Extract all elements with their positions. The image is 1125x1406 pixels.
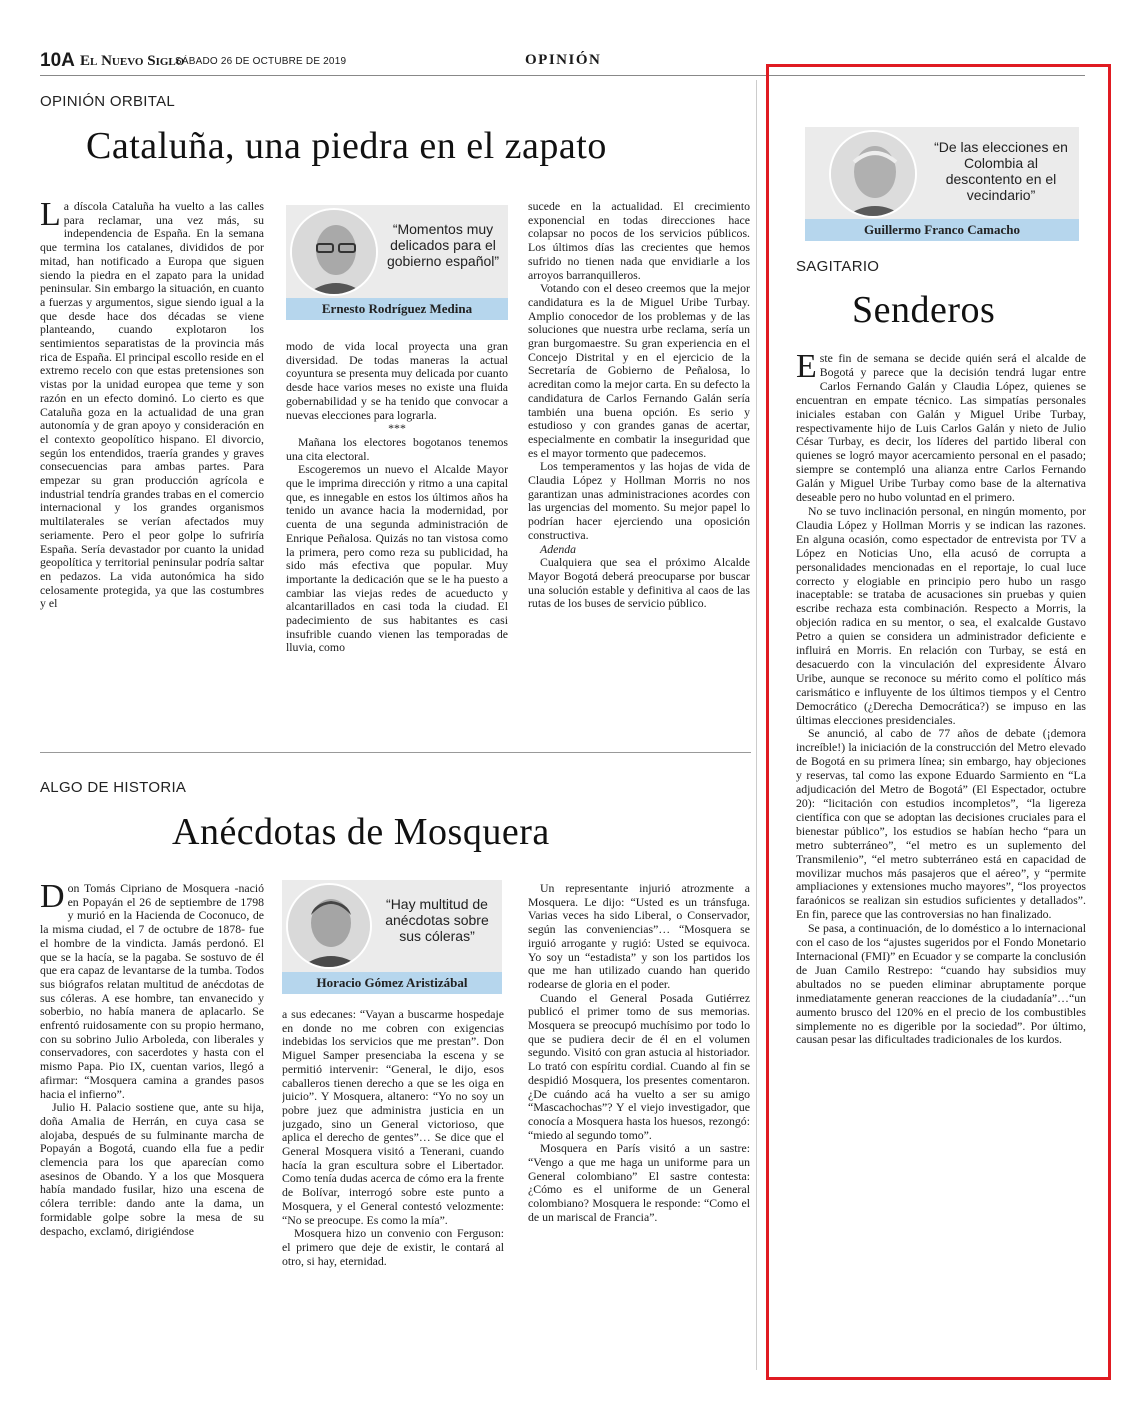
article1-headline: Cataluña, una piedra en el zapato: [86, 125, 607, 167]
paragraph: ste fin de semana se decide quién será el alcalde de Bogotá y parece que la decisión tendrá lugar entre Carlos Fernando Galán y Claudia López, quienes se encuentran en empate técnico. Las simpatías personales iniciales estaban con Galán y Miguel Uribe Turbay, respectivamente hijo de Luis Carlos Galán y nieto de Julio César Turbay, es decir, los líderes del partido liberal con quienes se logró mayor acercamiento personal en el pasado; siempre se contempló una alianza entre Carlos Fernando Galán y Miguel Uribe Turbay como base de la alternativa deseable pero no hubo voluntad en el primero.: [796, 352, 1086, 505]
paragraph: sucede en la actualidad. El crecimiento exponencial en todas direcciones hace colapsar no pocos de los servicios públicos. Los últimos días las crecientes que hemos sufrido no tienen nada que envidiarle a los arroyos barranquilleros.: [528, 200, 750, 282]
dropcap: D: [40, 882, 65, 915]
author-quote: “Momentos muy delicados para el gobierno español”: [386, 221, 500, 269]
author-portrait-icon: [829, 130, 917, 218]
article1-column-2: [286, 340, 508, 735]
author-portrait-icon: [286, 883, 372, 969]
author-quote: “Hay multitud de anécdotas sobre sus cóleras”: [385, 896, 489, 944]
paragraph: a díscola Cataluña ha vuelto a las calles para reclamar, una vez más, su independencia de España. En la semana que termina los catalanes, divididos de por mitad, han notificado a Europa que siguen siendo la piedra en el zapato para la unidad peninsular. Sin embargo la situación, en cuanto a fuerzas y argumentos, sigue siendo igual a la que desde hace dos décadas se viene planteando, cuando explotaron los sentimientos separatistas de la provincia más rica de España. El principal escollo reside en el extremo recelo con que estas pretensiones son vistas por la unidad europea que teme y son razón en un efecto dominó. Lo cierto es que Cataluña goza en la actualidad de una gran autonomía y de gran apoyo y consideración en el contexto geopolítico hispano. El divorcio, según los entendidos, traería grandes y graves consecuencias para ambas partes. Para empezar su gran producción agrícola e industrial tendría grandes trabas en el comercio internacional y los grandes organismos multilaterales se verían afectados muy seriamente. Pero el peor golpe lo sufriría España. Sería devastador por cuanto la unidad geopolítica y territorial peninsular podría saltar en pedazos. La vida autonómica ha sido celosamente protegida, ya que las costumbres y el: [40, 200, 264, 611]
author-portrait-icon: [290, 208, 378, 296]
addendum-heading: Adenda: [540, 541, 577, 556]
paragraph: Cualquiera que sea el próximo Alcalde Mayor Bogotá deberá preocuparse por buscar una solución estable y definitiva al caos de las rutas de los buses de servicio público.: [528, 555, 750, 611]
section-title: OPINIÓN: [525, 52, 602, 68]
author-name: Ernesto Rodríguez Medina: [286, 298, 508, 320]
paragraph: Mosquera en París visitó a un sastre: “Vengo a que me haga un uniforme para un General colombiano” El sastre contesta: ¿Cómo es el uniforme de un General colombiano? Mosquera le responde: “Como el de un mariscal de Francia”.: [528, 1141, 750, 1224]
paragraph: Se anunció, al cabo de 77 años de debate (¡demora increíble!) la iniciación de la construcción del Metro elevado de Bogotá en su primera línea; sin embargo, hay objeciones y reservas, tal como las expone Eduardo Sarmiento en “La adjudicación del Metro de Bogotá” (El Espectador, octubre 20): “licitación con estudios incompletos”, “la ligereza científica con que se adoptan las decisiones cruciales para el bienestar público”, los estudios se habían hecho “para un metro subterráneo”, “el metro es un suplemento del Transmilenio”, “el metro subterráneo está en capacidad de movilizar muchos más pasajeros que el aéreo”, y “permite ampliaciones y extensiones mucho mayores”, “los proyectos faraónicos se realizan sin estudios suficientes y detallados”. En fin, parece que las controversias no han finalizado.: [796, 726, 1086, 922]
article2-headline: Anécdotas de Mosquera: [172, 811, 550, 853]
article3-column: [796, 352, 1086, 1352]
article1-kicker: OPINIÓN ORBITAL: [40, 93, 176, 110]
article3-kicker: SAGITARIO: [796, 258, 880, 275]
paragraph: modo de vida local proyecta una gran diversidad. De todas maneras la actual coyuntura se presenta muy delicada por cuanto desde hace varios meses no existe una fluida gobernabilidad y se ha tenido que convocar a nuevas elecciones para lograrla.: [286, 340, 508, 422]
paragraph: Mosquera hizo un convenio con Ferguson: el primero que deje de existir, le contará al otro, si hay, eternidad.: [282, 1226, 504, 1268]
article2-column-1: [40, 882, 264, 1350]
paragraph: No se tuvo inclinación personal, en ningún momento, por Claudia López y Hollman Morris y se indican las razones. En alguna ocasión, como espectador de entrevista por TV a López en Noticias Uno, ella acusó de corrupta a personalidades mencionadas en el reportaje, lo cual luce correcto y elogiable en principio pero hubo un rasgo inaceptable: se trataba de acusaciones sin pruebas y quien escribe rechaza esta combinación. Respecto a Morris, la objeción radica en su mentor, o sea, el exalcalde Gustavo Petro a quien se considera un administrador deficiente e influirá en Morris. En relación con Turbay, se está en desacuerdo con la vinculación del expresidente Álvaro Uribe, aunque se reconoce su mérito como el político más carismático e influyente de los últimos tiempos y el Centro Democrático (¿Derecha Democrática?) se impuso en las últimas elecciones presidenciales.: [796, 503, 1086, 727]
paragraph: Se pasa, a continuación, de lo doméstico a lo internacional con el caso de los “ajustes sugeridos por el Fondo Monetario Internacional (FMI)” en Ecuador y se comparte la conclusión de Juan Camilo Restrepo: “cuando hay subsidios muy abultados no se pueden eliminar abruptamente porque inmediatamente generan reacciones de la ciudadanía”…“un aumento brusco del 120% en el precio de los combustibles simplemente no es digerible por la sociedad”. Por último, causan pesar las dificultades tradicionales de los kurdos.: [796, 921, 1086, 1047]
paragraph: on Tomás Cipriano de Mosquera -nació en Popayán el 26 de septiembre de 1798 y murió en la Hacienda de Coconuco, de la misma ciudad, el 7 de octubre de 1878- fue el hombre de la vindicta. Jamás perdonó. El que se la hacía, se la pagaba. Se sostuvo de él que era capaz de levantarse de la tumba. Todos sus biógrafos relatan multitud de anécdotas de sus cóleras. A ese hombre, tan envanecido y soberbio, no había manera de aplacarlo. Se enfrentó ruidosamente con su propio hermano, con su sobrino Julio Arboleda, con liberales y conservadores, con sacerdotes y hasta con el mismo Papa. Pio IX, cuentan varios, llegó a afirmar: “Mosquera camina a grandes pasos hacia el infierno”.: [40, 882, 264, 1101]
author-name: Horacio Gómez Aristizábal: [282, 972, 502, 994]
page-number: 10A: [40, 50, 75, 71]
article3-author-box: [805, 127, 1079, 241]
article2-column-3: [528, 882, 750, 1350]
paragraph: a sus edecanes: “Vayan a buscarme hospedaje en donde no me cobren con exigencias indebidas los servicios que me prestan”. Don Miguel Samper presenciaba la escena y se permitió intervenir: “General, le dijo, esos caballeros tienen derecho a que se les oiga en juicio”. Y Mosquera, altanero: “Yo no soy un pobre juez que administra justicia en un juzgado, sino un General victorioso, que aplica el derecho de gentes”… Se dice que el General Mosquera visitó a Tenerani, cuando hacía la gran escultura sobre el Libertador. Como tenía dudas acerca de cómo era la frente de Bolívar, interrogó sobre este punto a Mosquera, y el General contestó velozmente: “No se preocupe. Es como la mía”.: [282, 1008, 504, 1227]
section-divider: [40, 752, 751, 753]
paragraph: Mañana los electores bogotanos tenemos una cita electoral.: [286, 434, 508, 463]
article3-headline: Senderos: [852, 289, 996, 331]
paragraph: Julio H. Palacio sostiene que, ante su hija, doña Amalia de Herrán, en cuya casa se alojaba, después de su fulminante marcha de Popayán a Bogotá, cuando ella fue a pedir clemencia para los que aparecían como asesinos de Obando. Y a los que Mosquera había mandado fusilar, hizo una escena de cólera terrible: dando ante la dama, un formidable golpe sobre la mesa de su despacho, exclamó, dirigiéndose: [40, 1100, 264, 1238]
paragraph: Votando con el deseo creemos que la mejor candidatura es la de Miguel Uribe Turbay. Amplio conocedor de los problemas y de las soluciones que nuestra urbe reclama, sería un gran burgomaestre. Su gran experiencia en el Concejo Distrital y en el ejercicio de la Secretaría de Gobierno de Peñalosa, lo acreditan como la mejor carta. En su defecto la candidatura de Carlos Fernando Galán sería también una buena opción. Es serio y estudioso y con grandes ganas de acertar, especialmente en combatir la inseguridad que es el mayor tormento que padecemos.: [528, 281, 750, 460]
paragraph: Los temperamentos y las hojas de vida de Claudia López y Hollman Morris no nos garantizan unas administraciones acordes con las urgencias del momento. Su mejor papel lo podrían hacer ejerciendo una oposición constructiva.: [528, 459, 750, 542]
separator: ***: [388, 421, 406, 436]
paper-name: El Nuevo Siglo: [80, 53, 185, 69]
paragraph: Cuando el General Posada Gutiérrez publicó el primer tomo de sus memorias. Mosquera se preocupó muchísimo por todo lo que se pudiera decir de él en el volumen segundo. Visitó con gran astucia al historiador. Lo trató con espíritu cordial. Cuando al fin se despidió Mosquera, los presentes comentaron. ¿De cuándo acá ha vuelto a ser su amigo “Mascachochas”? Y el viejo investigador, que conocía a Mosquera hasta los huesos, rezongó: “miedo al segundo tomo”.: [528, 990, 750, 1142]
dropcap: L: [40, 200, 61, 233]
author-name: Guillermo Franco Camacho: [805, 219, 1079, 241]
dropcap: E: [796, 352, 817, 385]
article1-column-3: [528, 200, 750, 735]
column-divider: [756, 80, 757, 1370]
author-quote: “De las elecciones en Colombia al descontento en el vecindario”: [934, 139, 1068, 203]
issue-date: SÁBADO 26 DE OCTUBRE DE 2019: [175, 56, 347, 67]
paragraph: Un representante injurió atrozmente a Mosquera. Le dijo: “Usted es un tránsfuga. Varias veces ha sido Liberal, o Conservador, según las conveniencias”… “Mosquera se irguió arrogante y rugió: Usted se equivoca. Yo soy un “estadista” y son los partidos los que me han utilizado cuando han querido rodearse de gloria en el poder.: [528, 882, 750, 991]
article1-author-box: [286, 205, 508, 320]
paragraph: Escogeremos un nuevo el Alcalde Mayor que le imprima dirección y ritmo a una capital que, es innegable en estos los últimos años ha tenido un avance hacia la modernidad, por cuenta de una segunda administración de Enrique Peñalosa. Quizás no tan vistosa como la primera, pero como reza su publicidad, ha sido más efectiva que popular. Muy importante la dedicación que se le ha puesto a cambiar las viejas redes de acueducto y alcantarillados en casi toda la ciudad. El padecimiento de sus habitantes es casi insufrible cuando vienen las temporadas de lluvia, como: [286, 462, 508, 655]
article1-column-1: [40, 200, 264, 735]
article2-author-box: [282, 880, 502, 994]
article2-kicker: ALGO DE HISTORIA: [40, 779, 187, 796]
article2-column-2: [282, 1008, 504, 1350]
